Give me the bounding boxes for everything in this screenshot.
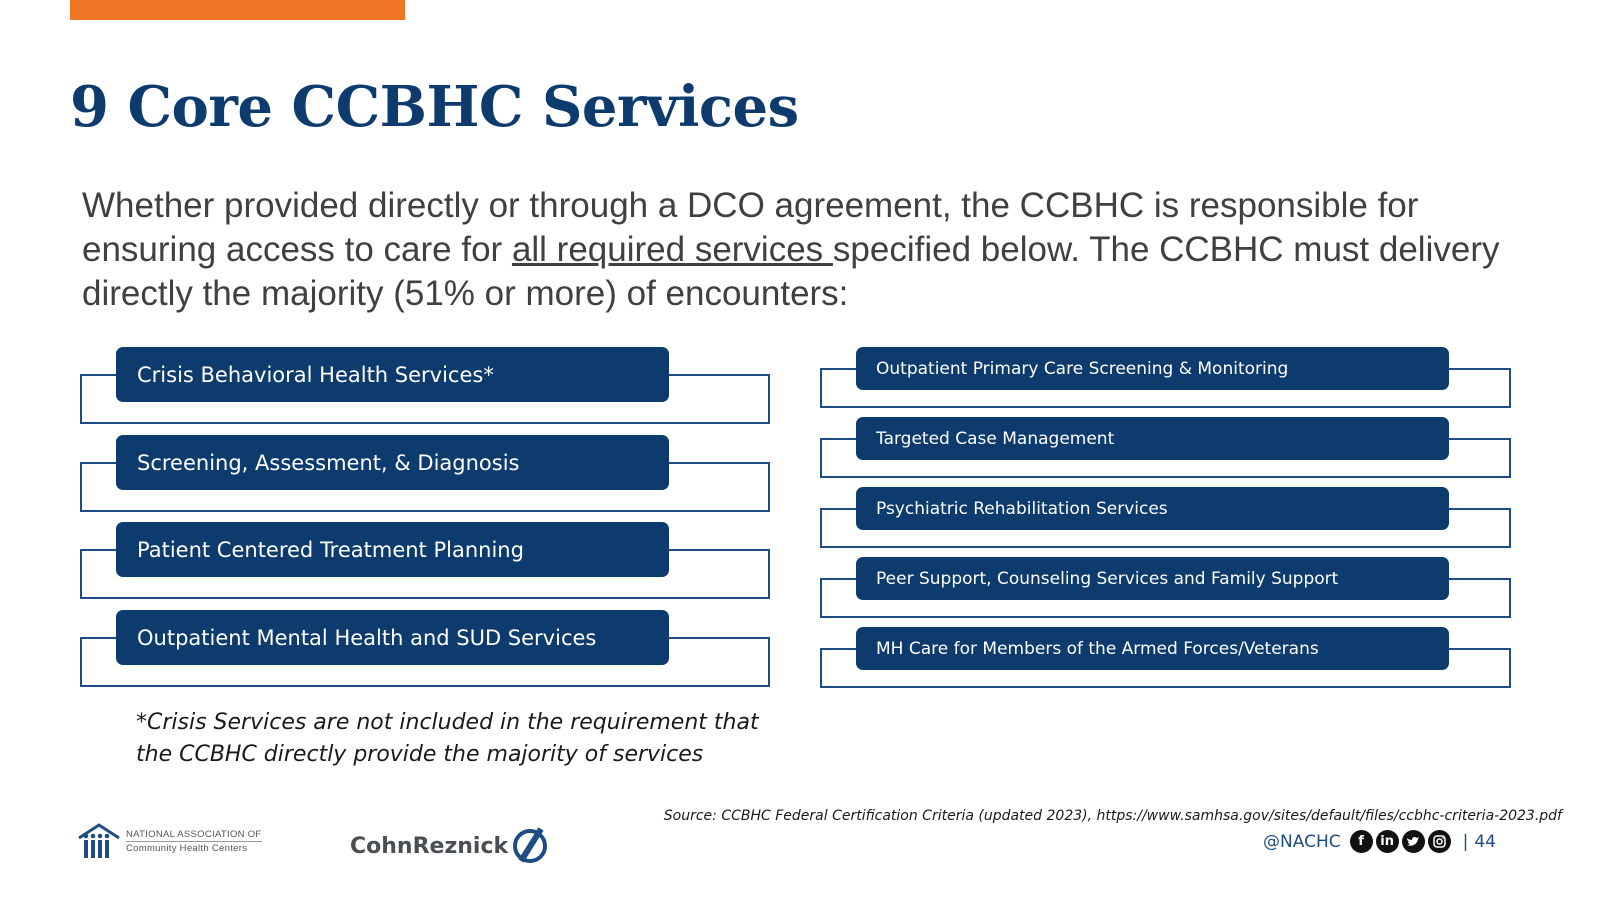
service-label: MH Care for Members of the Armed Forces/Veterans: [876, 638, 1319, 659]
footer-social: [1263, 830, 1496, 853]
source-citation: Source: CCBHC Federal Certification Criteria (updated 2023), https://www.samhsa.gov/sites/default/files/ccbhc-criteria-2023.pdf: [663, 808, 1562, 824]
service-treatment-planning: [116, 522, 669, 577]
intro-underlined-text: all required services: [511, 230, 833, 269]
service-targeted-case-management: [856, 417, 1449, 460]
service-label: Crisis Behavioral Health Services*: [137, 362, 494, 387]
service-label: Peer Support, Counseling Services and Family Support: [876, 568, 1339, 589]
linkedin-icon[interactable]: in: [1376, 830, 1399, 853]
service-peer-support: [856, 557, 1449, 600]
orange-accent-bar: [70, 0, 405, 20]
service-outpatient-mental-health: [116, 610, 669, 665]
nachc-line-2: Community Health Centers: [126, 842, 248, 854]
page-number: 44: [1474, 831, 1496, 852]
service-label: Screening, Assessment, & Diagnosis: [137, 450, 520, 475]
slide-title: 9 Core CCBHC Services: [70, 74, 799, 140]
intro-paragraph: [82, 184, 1562, 316]
service-psychiatric-rehabilitation: [856, 487, 1449, 530]
service-label: Outpatient Mental Health and SUD Services: [137, 625, 597, 650]
nachc-wordmark: [126, 828, 262, 855]
nachc-house-icon: [76, 822, 122, 860]
service-label: Patient Centered Treatment Planning: [137, 537, 524, 562]
intro-text-2: specified below. The CCBHC must delivery directly the majority (51% or more) of encounters:: [82, 230, 1500, 313]
instagram-icon[interactable]: [1428, 830, 1451, 853]
service-crisis-behavioral-health: [116, 347, 669, 402]
cohnreznick-logo: [350, 826, 549, 866]
nachc-line-1: NATIONAL ASSOCIATION OF: [126, 828, 262, 840]
intro-text-1: Whether provided directly or through a DCO agreement, the CCBHC is responsible for ensuring access to care for: [82, 186, 1419, 269]
footnote-line-1: *Crisis Services are not included in the requirement that: [136, 710, 759, 735]
service-armed-forces-veterans: [856, 627, 1449, 670]
service-label: Targeted Case Management: [876, 428, 1115, 449]
service-primary-care-screening: [856, 347, 1449, 390]
nachc-logo: [76, 822, 262, 860]
cohnreznick-mark-icon: [511, 826, 549, 866]
cohnreznick-wordmark: CohnReznick: [350, 833, 509, 859]
service-screening-assessment: [116, 435, 669, 490]
footer-separator: |: [1462, 831, 1469, 852]
service-label: Psychiatric Rehabilitation Services: [876, 498, 1168, 519]
nachc-handle[interactable]: @NACHC: [1263, 831, 1341, 852]
footnote-line-2: the CCBHC directly provide the majority of services: [136, 742, 704, 767]
facebook-icon[interactable]: f: [1350, 830, 1373, 853]
twitter-icon[interactable]: [1402, 830, 1425, 853]
crisis-footnote: [136, 707, 776, 771]
service-label: Outpatient Primary Care Screening & Monitoring: [876, 358, 1289, 379]
